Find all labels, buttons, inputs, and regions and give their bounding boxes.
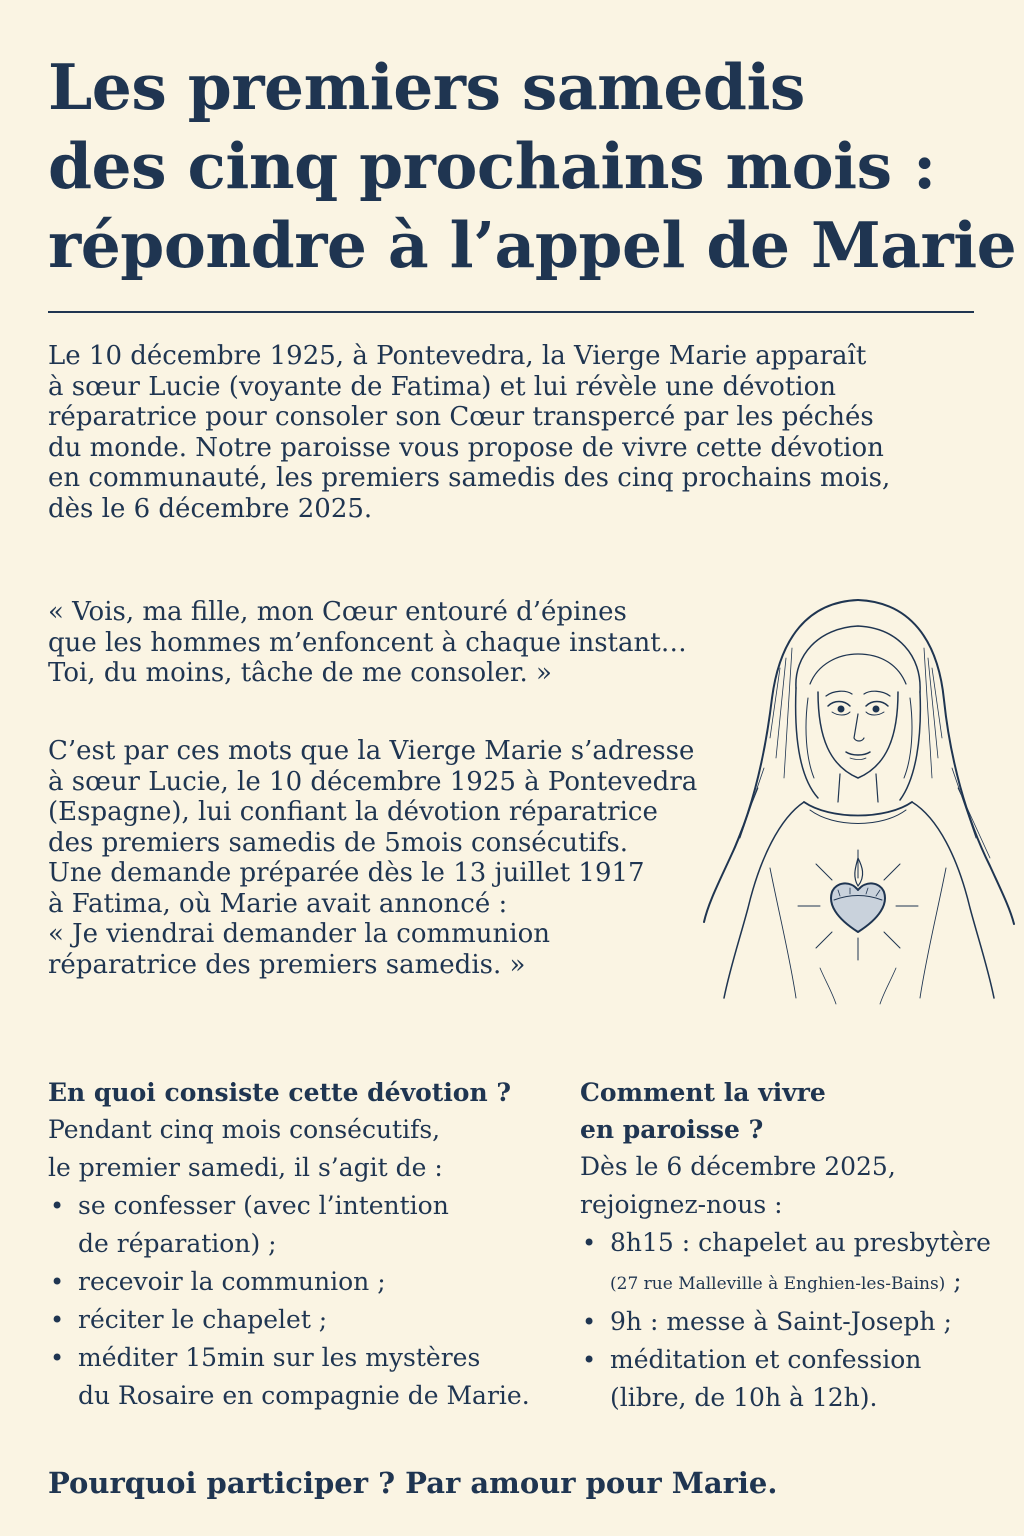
context-line: Une demande préparée dès le 13 juillet 1917	[48, 858, 645, 888]
parish-intro-line: rejoignez-nous :	[580, 1190, 783, 1219]
schedule-item-text: (libre, de 10h à 12h).	[610, 1383, 878, 1412]
title-divider	[48, 311, 974, 313]
list-item-text: • méditer 15min sur les mystères	[78, 1343, 481, 1372]
list-item-text: du Rosaire en compagnie de Marie.	[78, 1381, 530, 1410]
page-title	[48, 48, 1017, 285]
list-item	[48, 1263, 568, 1301]
intro-line: en communauté, les premiers samedis des cinq prochains mois,	[48, 463, 891, 493]
schedule-item-text: • méditation et confession	[610, 1345, 922, 1374]
list-item	[580, 1341, 1020, 1417]
parish-section	[580, 1074, 1020, 1417]
schedule-item-text: • 8h15 : chapelet au presbytère	[610, 1228, 991, 1257]
intro-line: Le 10 décembre 1925, à Pontevedra, la Vierge Marie apparaît	[48, 341, 867, 371]
devotion-section	[48, 1074, 568, 1415]
intro-line: dès le 6 décembre 2025.	[48, 493, 373, 524]
parish-heading	[580, 1074, 1020, 1148]
virgin-mary-immaculate-heart-icon	[700, 588, 1016, 1006]
context-paragraph	[48, 736, 697, 980]
context-line: à sœur Lucie, le 10 décembre 1925 à Pontevedra	[48, 766, 698, 797]
parish-heading-line: en paroisse ?	[580, 1115, 764, 1144]
quote-line: Toi, du moins, tâche de me consoler. »	[48, 658, 552, 688]
title-line: Les premiers samedis	[48, 50, 805, 124]
devotion-intro-line: Pendant cinq mois consécutifs,	[48, 1115, 441, 1144]
list-punctuation: ;	[945, 1266, 962, 1295]
list-item	[580, 1303, 1020, 1341]
list-item	[580, 1224, 1020, 1303]
devotion-list	[48, 1187, 568, 1415]
intro-paragraph	[48, 341, 890, 524]
intro-line: à sœur Lucie (voyante de Fatima) et lui révèle une dévotion	[48, 371, 836, 402]
devotion-heading	[48, 1074, 568, 1111]
schedule-item-text: • 9h : messe à Saint-Joseph ;	[610, 1307, 952, 1336]
list-item-text: • recevoir la communion ;	[78, 1267, 386, 1296]
marian-quote	[48, 597, 687, 689]
context-line: « Je viendrai demander la communion	[48, 919, 550, 949]
quote-line: « Vois, ma fille, mon Cœur entouré d’épines	[48, 597, 627, 627]
list-item-text: de réparation) ;	[78, 1229, 277, 1258]
list-item-text: • réciter le chapelet ;	[78, 1305, 328, 1334]
context-line: réparatrice des premiers samedis. »	[48, 949, 526, 980]
title-line: des cinq prochains mois :	[48, 129, 936, 203]
parish-intro	[580, 1148, 1020, 1224]
list-item	[48, 1339, 568, 1415]
parish-schedule-list	[580, 1224, 1020, 1417]
list-item-text: • se confesser (avec l’intention	[78, 1191, 449, 1220]
context-line: des premiers samedis de 5mois consécutifs.	[48, 827, 628, 858]
list-item	[48, 1187, 568, 1263]
context-line: (Espagne), lui confiant la dévotion réparatrice	[48, 797, 658, 827]
devotion-heading-text: En quoi consiste cette dévotion ?	[48, 1078, 512, 1107]
intro-line: réparatrice pour consoler son Cœur transpercé par les péchés	[48, 402, 874, 432]
quote-line: que les hommes m’enfoncent à chaque instant…	[48, 627, 687, 658]
context-line: à Fatima, où Marie avait annoncé :	[48, 888, 508, 919]
intro-line: du monde. Notre paroisse vous propose de vivre cette dévotion	[48, 432, 884, 463]
devotion-intro-line: le premier samedi, il s’agit de :	[48, 1153, 443, 1182]
devotion-intro	[48, 1111, 568, 1187]
presbytery-address: (27 rue Malleville à Enghien-les-Bains)	[610, 1274, 946, 1294]
closing-line: Pourquoi participer ? Par amour pour Marie.	[48, 1466, 778, 1500]
list-item	[48, 1301, 568, 1339]
title-line: répondre à l’appel de Marie	[48, 208, 1017, 282]
parish-intro-line: Dès le 6 décembre 2025,	[580, 1152, 896, 1181]
parish-heading-line: Comment la vivre	[580, 1078, 826, 1107]
context-line: C’est par ces mots que la Vierge Marie s’adresse	[48, 736, 695, 766]
